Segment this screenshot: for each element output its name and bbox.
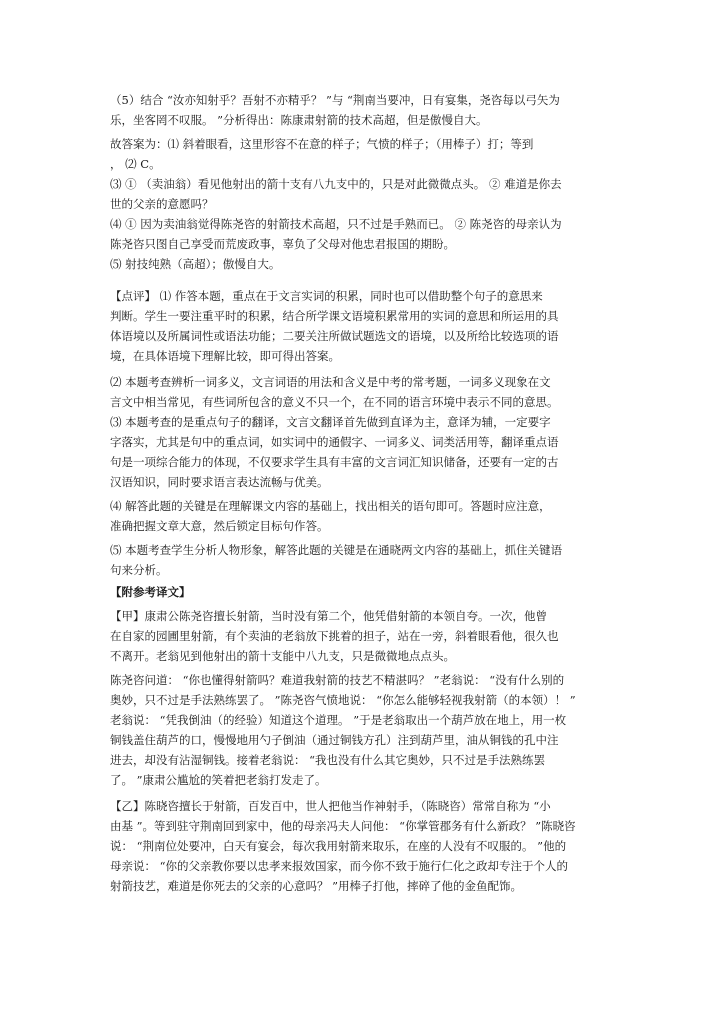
text-line: 汉语知识，同时要求语言表达流畅与优美。 <box>110 475 329 489</box>
text-line: 射箭技艺，难道是你死去的父亲的心意吗？ ”用棒子打他，摔碎了他的金鱼配饰。 <box>110 879 523 893</box>
text-line: 老翁说： “凭我倒油（的经验）知道这个道理。 ”于是老翁取出一个葫芦放在地上，用一枚 <box>110 713 567 727</box>
text-line: 在自家的园圃里射箭，有个卖油的老翁放下挑着的担子，站在一旁，斜着眼看他，很久也 <box>110 629 559 643</box>
text-line: 进去，却没有沾湿铜钱。接着老翁说： “我也没有什么其它奥妙，只不过是手法熟练罢 <box>110 753 546 767</box>
commentary-5 <box>110 540 580 580</box>
translation-yi <box>110 796 580 896</box>
text-line: ⑷ 解答此题的关键是在理解课文内容的基础上，找出相关的语句即可。答题时应注意， <box>110 499 551 513</box>
text-line: 判断。学生一要注重平时的积累，结合所学课文语境积累常用的实词的意思和所运用的具 <box>110 309 559 323</box>
text-line: ⑸ 本题考查学生分析人物形象，解答此题的关键是在通晓两文内容的基础上，抓住关键语 <box>110 543 563 557</box>
text-line: 母亲说： “你的父亲教你要以忠孝来报效国家，而今你不致于施行仁化之政却专注于个人的 <box>110 859 569 873</box>
text-line: 由基 ”。等到驻守荆南回到家中，他的母亲冯夫人问他： “你掌管郡务有什么新政？ ”陈晓咨 <box>110 819 576 833</box>
text-line: 【点评】 ⑴ 作答本题，重点在于文言实词的积累，同时也可以借助整个句子的意思来 <box>110 289 543 303</box>
text-line: ， ⑵ C。 <box>110 157 161 171</box>
text-line: 陈尧咨问道： “你也懂得射箭吗？难道我射箭的技艺不精湛吗？ ”老翁说： “没有什么别的 <box>110 673 565 687</box>
text-line: ⑸ 射技纯熟（高超）；傲慢自大。 <box>110 257 281 271</box>
translation-jia-1 <box>110 606 580 666</box>
answer-5 <box>110 90 580 130</box>
text-line: 准确把握文章大意，然后锁定目标句作答。 <box>110 519 329 533</box>
text-line: （5）结合 “汝亦知射乎？吾射不亦精乎？ ”与 “荆南当要冲，日有宴集，尧咨每以弓矢为 <box>110 93 560 107</box>
text-line: 陈尧咨只图自己享受而荒废政事，辜负了父母对他忠君报国的期盼。 <box>110 237 455 251</box>
text-line: 句是一项综合能力的体现，不仅要求学生具有丰富的文言词汇知识储备，还要有一定的古 <box>110 455 559 469</box>
text-line: 句来分析。 <box>110 563 168 577</box>
text-line: 体语境以及所属词性或语法功能；二要关注所做试题选文的语境，以及所给比较选项的语 <box>110 329 559 343</box>
text-line: 故答案为：⑴ 斜着眼看，这里形容不在意的样子；气愤的样子；（用棒子）打；等到 <box>110 137 534 151</box>
translation-heading <box>110 582 580 602</box>
commentary-4 <box>110 496 580 536</box>
text-line: ⑵ 本题考查辨析一词多义，文言词语的用法和含义是中考的常考题，一词多义现象在文 <box>110 375 551 389</box>
section-heading: 【附参考译文】 <box>110 585 191 599</box>
text-line: 乐，坐客罔不叹服。 ”分析得出：陈康肃射箭的技术高超，但是傲慢自大。 <box>110 113 488 127</box>
text-line: 世的父亲的意愿吗？ <box>110 197 214 211</box>
answer-key <box>110 134 580 274</box>
text-line: 说： “荆南位处要冲，白天有宴会，每次我用射箭来取乐，在座的人没有不叹服的。 ”他的 <box>110 839 567 853</box>
text-line: 【甲】康肃公陈尧咨擅长射箭，当时没有第二个，他凭借射箭的本领自夸。一次，他曾 <box>110 609 547 623</box>
text-line: 境，在具体语境下理解比较，即可得出答案。 <box>110 349 340 363</box>
text-line: ⑶ 本题考查的是重点句子的翻译，文言文翻译首先做到直译为主，意译为辅，一定要字 <box>110 415 551 429</box>
text-line: 言文中相当常见，有些词所包含的意义不只一个，在不同的语言环境中表示不同的意思。 <box>110 395 559 409</box>
commentary-1 <box>110 286 580 366</box>
commentary-2-3 <box>110 372 580 492</box>
text-line: ⑷ ① 因为卖油翁觉得陈尧咨的射箭技术高超，只不过是手熟而已。 ② 陈尧咨的母亲认为 <box>110 217 562 231</box>
text-line: 不离开。老翁见到他射出的箭十支能中八九支，只是微微地点点头。 <box>110 649 455 663</box>
text-line: 奥妙，只不过是手法熟练罢了。 ”陈尧咨气愤地说： “你怎么能够轻视我射箭（的本领）！ ” <box>110 693 576 707</box>
text-line: ⑶ ① （卖油翁）看见他射出的箭十支有八九支中的，只是对此微微点头。 ② 难道是你去 <box>110 177 562 191</box>
text-line: 字落实，尤其是句中的重点词，如实词中的通假字、一词多义、词类活用等，翻译重点语 <box>110 435 559 449</box>
text-line: 铜钱盖住葫芦的口，慢慢地用勺子倒油（通过铜钱方孔）注到葫芦里，油从铜钱的孔中注 <box>110 733 559 747</box>
text-line: 了。 ”康肃公尴尬的笑着把老翁打发走了。 <box>110 773 327 787</box>
text-line: 【乙】陈晓咨擅长于射箭，百发百中，世人把他当作神射手，（陈晓咨）常常自称为 “小 <box>110 799 551 813</box>
translation-jia-2 <box>110 670 580 790</box>
